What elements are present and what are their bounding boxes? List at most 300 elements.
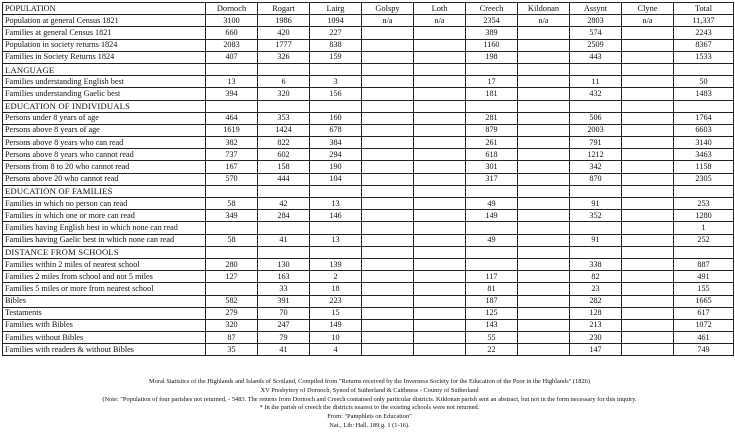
value-cell	[518, 307, 570, 319]
value-cell	[414, 63, 466, 75]
value-cell	[518, 161, 570, 173]
value-cell: 879	[466, 124, 518, 136]
value-cell	[362, 222, 414, 234]
value-cell: 1533	[674, 51, 734, 63]
value-cell: 1986	[258, 15, 310, 27]
value-cell	[362, 100, 414, 112]
value-cell	[518, 27, 570, 39]
value-cell	[518, 271, 570, 283]
value-cell	[362, 173, 414, 185]
value-cell	[622, 344, 674, 356]
value-cell	[570, 222, 622, 234]
value-cell	[466, 63, 518, 75]
table-row	[3, 319, 734, 331]
value-cell	[206, 185, 258, 197]
value-cell: 443	[570, 51, 622, 63]
value-cell	[414, 88, 466, 100]
table-row	[3, 198, 734, 210]
value-cell	[414, 283, 466, 295]
value-cell	[518, 39, 570, 51]
table-row	[3, 76, 734, 88]
value-cell	[362, 124, 414, 136]
value-cell: 155	[674, 283, 734, 295]
value-cell: 6	[258, 76, 310, 88]
value-cell: 2354	[466, 15, 518, 27]
value-cell	[674, 100, 734, 112]
value-cell: 384	[310, 137, 362, 149]
value-cell	[258, 63, 310, 75]
value-cell: 70	[258, 307, 310, 319]
value-cell: 117	[466, 271, 518, 283]
table-row	[3, 124, 734, 136]
value-cell: 33	[258, 283, 310, 295]
value-cell: 128	[570, 307, 622, 319]
value-cell	[622, 271, 674, 283]
value-cell: 464	[206, 112, 258, 124]
value-cell	[362, 137, 414, 149]
footer-from: From: "Pamphlets on Education"	[327, 413, 412, 421]
value-cell: 13	[310, 234, 362, 246]
value-cell	[674, 185, 734, 197]
value-cell	[570, 63, 622, 75]
value-cell	[570, 100, 622, 112]
value-cell: 353	[258, 112, 310, 124]
value-cell	[518, 295, 570, 307]
value-cell: 749	[674, 344, 734, 356]
value-cell: 159	[310, 51, 362, 63]
value-cell: 887	[674, 258, 734, 270]
value-cell	[362, 161, 414, 173]
value-cell: 2305	[674, 173, 734, 185]
section-heading: EDUCATION OF FAMILIES	[3, 185, 206, 197]
value-cell: 6603	[674, 124, 734, 136]
value-cell: 282	[570, 295, 622, 307]
footer-creech-note: * In the parish of creech the districts nearest to the existing schools were not returned.	[259, 404, 480, 412]
value-cell: 870	[570, 173, 622, 185]
value-cell	[622, 210, 674, 222]
value-cell: 3463	[674, 149, 734, 161]
value-cell	[362, 246, 414, 258]
value-cell	[518, 246, 570, 258]
value-cell	[466, 258, 518, 270]
value-cell: 461	[674, 332, 734, 344]
value-cell: 87	[206, 332, 258, 344]
value-cell: 1424	[258, 124, 310, 136]
value-cell: 79	[258, 332, 310, 344]
value-cell	[414, 307, 466, 319]
value-cell: 127	[206, 271, 258, 283]
value-cell	[206, 100, 258, 112]
value-cell: 1619	[206, 124, 258, 136]
header-cell-golspy: Golspy	[362, 3, 414, 15]
source-footer	[2, 378, 735, 431]
value-cell: n/a	[414, 15, 466, 27]
section-heading-row	[3, 185, 734, 197]
value-cell: 227	[310, 27, 362, 39]
value-cell	[414, 210, 466, 222]
value-cell: 1160	[466, 39, 518, 51]
value-cell	[206, 283, 258, 295]
value-cell: n/a	[518, 15, 570, 27]
value-cell: 3140	[674, 137, 734, 149]
value-cell: 2003	[570, 124, 622, 136]
value-cell: 149	[466, 210, 518, 222]
table-row	[3, 112, 734, 124]
row-label: Families within 2 miles of nearest school	[3, 258, 206, 270]
value-cell	[518, 234, 570, 246]
value-cell: 617	[674, 307, 734, 319]
row-label: Families in Society Returns 1824	[3, 51, 206, 63]
value-cell: 17	[466, 76, 518, 88]
table-row	[3, 27, 734, 39]
value-cell	[414, 185, 466, 197]
value-cell	[362, 319, 414, 331]
value-cell	[622, 112, 674, 124]
value-cell: 342	[570, 161, 622, 173]
row-label: Families 2 miles from school and not 5 miles	[3, 271, 206, 283]
value-cell: 49	[466, 198, 518, 210]
moral-statistics-table	[2, 2, 734, 356]
value-cell	[622, 234, 674, 246]
value-cell: 160	[310, 112, 362, 124]
row-label: Bibles	[3, 295, 206, 307]
value-cell: 158	[258, 161, 310, 173]
value-cell	[622, 27, 674, 39]
header-cell-assynt: Assynt	[570, 3, 622, 15]
row-label: Persons above 20 who cannot read	[3, 173, 206, 185]
value-cell	[622, 173, 674, 185]
value-cell: 213	[570, 319, 622, 331]
table-row	[3, 210, 734, 222]
value-cell	[414, 234, 466, 246]
value-cell	[518, 100, 570, 112]
value-cell: 294	[310, 149, 362, 161]
row-label: Families understanding English best	[3, 76, 206, 88]
value-cell	[258, 185, 310, 197]
value-cell	[414, 222, 466, 234]
header-cell-clyne: Clyne	[622, 3, 674, 15]
value-cell: 41	[258, 234, 310, 246]
value-cell	[570, 185, 622, 197]
value-cell: 149	[310, 319, 362, 331]
value-cell	[622, 39, 674, 51]
value-cell	[362, 51, 414, 63]
value-cell	[622, 295, 674, 307]
value-cell: 618	[466, 149, 518, 161]
value-cell: 252	[674, 234, 734, 246]
value-cell	[362, 76, 414, 88]
value-cell: n/a	[362, 15, 414, 27]
value-cell: 660	[206, 27, 258, 39]
value-cell	[622, 124, 674, 136]
value-cell: 349	[206, 210, 258, 222]
value-cell	[622, 76, 674, 88]
value-cell: 198	[466, 51, 518, 63]
row-label: Families without Bibles	[3, 332, 206, 344]
value-cell	[518, 319, 570, 331]
header-cell-total: Total	[674, 3, 734, 15]
value-cell	[414, 100, 466, 112]
row-label: Families at general Census 1821	[3, 27, 206, 39]
value-cell	[414, 112, 466, 124]
value-cell	[518, 283, 570, 295]
table-row	[3, 51, 734, 63]
row-label: Persons above 8 years who cannot read	[3, 149, 206, 161]
row-label: Population in society returns 1824	[3, 39, 206, 51]
value-cell	[622, 246, 674, 258]
table-row	[3, 283, 734, 295]
value-cell: 15	[310, 307, 362, 319]
table-row	[3, 149, 734, 161]
value-cell	[362, 234, 414, 246]
section-heading: DISTANCE FROM SCHOOLS	[3, 246, 206, 258]
value-cell	[518, 88, 570, 100]
value-cell: 104	[310, 173, 362, 185]
header-cell-kildonan: Kildonan	[518, 3, 570, 15]
value-cell: 253	[674, 198, 734, 210]
value-cell: 338	[570, 258, 622, 270]
value-cell	[414, 161, 466, 173]
table-row	[3, 258, 734, 270]
value-cell	[362, 210, 414, 222]
value-cell: 2	[310, 271, 362, 283]
value-cell: 444	[258, 173, 310, 185]
value-cell	[362, 149, 414, 161]
value-cell	[466, 100, 518, 112]
table-row	[3, 271, 734, 283]
value-cell: 1212	[570, 149, 622, 161]
section-heading-row	[3, 246, 734, 258]
value-cell: 11,337	[674, 15, 734, 27]
value-cell	[206, 246, 258, 258]
value-cell	[414, 124, 466, 136]
value-cell: 602	[258, 149, 310, 161]
value-cell	[622, 307, 674, 319]
value-cell	[674, 246, 734, 258]
value-cell	[414, 173, 466, 185]
table-row	[3, 295, 734, 307]
value-cell	[622, 332, 674, 344]
value-cell	[622, 161, 674, 173]
table-row	[3, 137, 734, 149]
row-label: Families 5 miles or more from nearest school	[3, 283, 206, 295]
value-cell: 230	[570, 332, 622, 344]
header-cell-loth: Loth	[414, 3, 466, 15]
value-cell: n/a	[622, 15, 674, 27]
header-cell-rogart: Rogart	[258, 3, 310, 15]
value-cell: 279	[206, 307, 258, 319]
value-cell	[362, 295, 414, 307]
footer-library-ref: Nat., Lib: Hall. 189 g. 1 (1-16).	[329, 421, 410, 429]
value-cell	[362, 63, 414, 75]
value-cell	[518, 185, 570, 197]
value-cell	[362, 332, 414, 344]
value-cell: 23	[570, 283, 622, 295]
row-label: Persons from 8 to 20 who cannot read	[3, 161, 206, 173]
value-cell	[414, 258, 466, 270]
value-cell	[622, 149, 674, 161]
value-cell	[622, 63, 674, 75]
value-cell: 838	[310, 39, 362, 51]
value-cell	[518, 332, 570, 344]
value-cell: 284	[258, 210, 310, 222]
value-cell	[310, 185, 362, 197]
value-cell	[414, 149, 466, 161]
value-cell: 389	[466, 27, 518, 39]
table-row	[3, 15, 734, 27]
value-cell: 2243	[674, 27, 734, 39]
value-cell: 352	[570, 210, 622, 222]
value-cell	[206, 63, 258, 75]
value-cell: 1	[674, 222, 734, 234]
value-cell	[466, 185, 518, 197]
value-cell: 1158	[674, 161, 734, 173]
table-row	[3, 307, 734, 319]
value-cell: 139	[310, 258, 362, 270]
section-heading: EDUCATION OF INDIVIDUALS	[3, 100, 206, 112]
value-cell	[518, 137, 570, 149]
value-cell: 156	[310, 88, 362, 100]
value-cell	[362, 258, 414, 270]
row-label: Testaments	[3, 307, 206, 319]
value-cell: 678	[310, 124, 362, 136]
value-cell	[622, 185, 674, 197]
value-cell	[518, 112, 570, 124]
row-label: Families understanding Gaelic best	[3, 88, 206, 100]
value-cell: 2803	[570, 15, 622, 27]
table-row	[3, 161, 734, 173]
value-cell: 42	[258, 198, 310, 210]
value-cell: 147	[570, 344, 622, 356]
value-cell: 1280	[674, 210, 734, 222]
value-cell	[206, 222, 258, 234]
value-cell	[362, 344, 414, 356]
value-cell	[362, 88, 414, 100]
value-cell	[414, 27, 466, 39]
row-label: Persons above 8 years of age	[3, 124, 206, 136]
value-cell: 280	[206, 258, 258, 270]
value-cell	[414, 295, 466, 307]
value-cell: 2083	[206, 39, 258, 51]
value-cell: 391	[258, 295, 310, 307]
row-label: Families with Bibles	[3, 319, 206, 331]
value-cell: 570	[206, 173, 258, 185]
row-label: Families having English best in which none can read	[3, 222, 206, 234]
section-heading-row	[3, 100, 734, 112]
header-cell-creech: Creech	[466, 3, 518, 15]
value-cell	[622, 283, 674, 295]
value-cell	[518, 198, 570, 210]
value-cell: 13	[206, 76, 258, 88]
table-row	[3, 88, 734, 100]
value-cell: 35	[206, 344, 258, 356]
value-cell: 58	[206, 234, 258, 246]
value-cell: 82	[570, 271, 622, 283]
value-cell	[518, 222, 570, 234]
header-cell-lairg: Lairg	[310, 3, 362, 15]
value-cell: 822	[258, 137, 310, 149]
value-cell: 130	[258, 258, 310, 270]
table-row	[3, 234, 734, 246]
value-cell	[622, 88, 674, 100]
table-row	[3, 332, 734, 344]
value-cell	[622, 319, 674, 331]
value-cell: 190	[310, 161, 362, 173]
value-cell: 432	[570, 88, 622, 100]
value-cell: 281	[466, 112, 518, 124]
value-cell: 91	[570, 198, 622, 210]
value-cell	[622, 222, 674, 234]
value-cell	[622, 137, 674, 149]
value-cell: 18	[310, 283, 362, 295]
value-cell: 1483	[674, 88, 734, 100]
row-label: Families having Gaelic best in which none can read	[3, 234, 206, 246]
table-row	[3, 344, 734, 356]
table-row	[3, 39, 734, 51]
value-cell: 317	[466, 173, 518, 185]
value-cell: 1764	[674, 112, 734, 124]
row-label: Families with readers & without Bibles	[3, 344, 206, 356]
value-cell	[362, 27, 414, 39]
value-cell	[518, 173, 570, 185]
value-cell: 420	[258, 27, 310, 39]
value-cell	[310, 63, 362, 75]
value-cell	[414, 39, 466, 51]
value-cell	[362, 271, 414, 283]
value-cell: 261	[466, 137, 518, 149]
value-cell: 737	[206, 149, 258, 161]
value-cell: 223	[310, 295, 362, 307]
value-cell	[258, 222, 310, 234]
value-cell	[414, 344, 466, 356]
value-cell: 8367	[674, 39, 734, 51]
row-label: Persons under 8 years of age	[3, 112, 206, 124]
value-cell: 320	[206, 319, 258, 331]
value-cell: 574	[570, 27, 622, 39]
value-cell: 167	[206, 161, 258, 173]
row-label: Persons above 8 years who can read	[3, 137, 206, 149]
value-cell: 407	[206, 51, 258, 63]
value-cell: 1777	[258, 39, 310, 51]
value-cell: 163	[258, 271, 310, 283]
row-label: Families in which one or more can read	[3, 210, 206, 222]
value-cell: 1094	[310, 15, 362, 27]
table-row	[3, 173, 734, 185]
value-cell	[518, 124, 570, 136]
value-cell: 58	[206, 198, 258, 210]
table-row	[3, 222, 734, 234]
value-cell	[414, 198, 466, 210]
value-cell: 10	[310, 332, 362, 344]
value-cell: 3	[310, 76, 362, 88]
value-cell	[466, 246, 518, 258]
value-cell: 320	[258, 88, 310, 100]
value-cell	[414, 319, 466, 331]
value-cell: 50	[674, 76, 734, 88]
value-cell	[518, 149, 570, 161]
document-page	[2, 2, 733, 429]
value-cell: 582	[206, 295, 258, 307]
value-cell: 13	[310, 198, 362, 210]
value-cell: 143	[466, 319, 518, 331]
row-label: Families in which no person can read	[3, 198, 206, 210]
value-cell: 22	[466, 344, 518, 356]
value-cell	[570, 246, 622, 258]
table-header-row	[3, 3, 734, 15]
header-cell-section: POPULATION	[3, 3, 206, 15]
value-cell: 4	[310, 344, 362, 356]
value-cell: 41	[258, 344, 310, 356]
